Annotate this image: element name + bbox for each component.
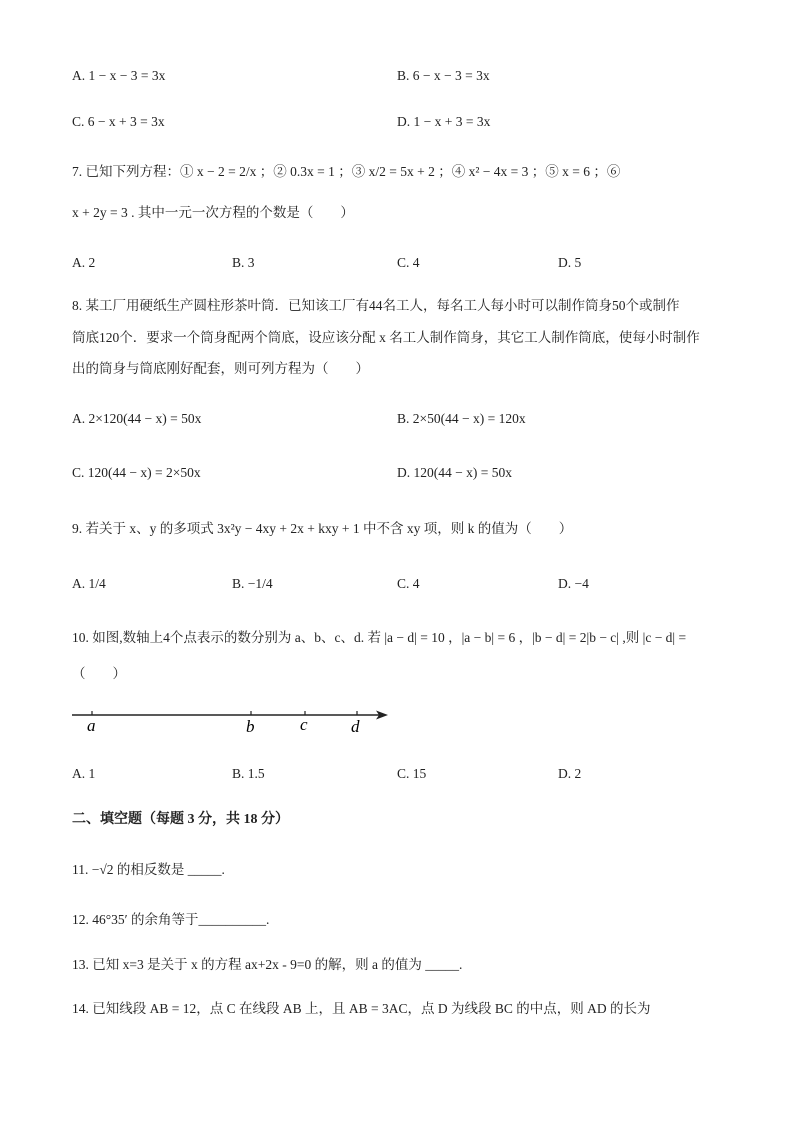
option-label: A. [72, 411, 86, 426]
q7-stem-line2: x + 2y = 3 . 其中一元一次方程的个数是（ ） [72, 205, 354, 220]
option-text: 120(44 − x) = 2×50x [87, 465, 201, 480]
option-label: D. [397, 114, 411, 129]
option-text: 3 [247, 255, 255, 270]
option-text: 4 [412, 255, 420, 270]
option-label: A. [72, 68, 86, 83]
q8-option-a [72, 409, 201, 429]
q10-option-b [232, 764, 265, 784]
option-label: B. [232, 576, 245, 591]
option-label: A. [72, 255, 86, 270]
option-label: D. [397, 465, 411, 480]
q12-stem: 12. 46°35′ 的余角等于__________. [72, 912, 270, 927]
section-heading: 二、填空题（每题 3 分，共 18 分） [72, 812, 289, 827]
option-label: A. [72, 576, 86, 591]
q8-stem-line1: 8. 某工厂用硬纸生产圆柱形茶叶筒．已知该工厂有44名工人，每名工人每小时可以制作筒身50个或制作 [72, 298, 680, 313]
option-label: B. [232, 255, 245, 270]
q10-stem-line1: 10. 如图,数轴上4个点表示的数分别为 a、b、c、d. 若 |a − d| = 10 ，|a − b| = 6 ，|b − d| = 2|b − c| ,则 |c − d| = [72, 630, 687, 645]
q10-stem-line2: （ ） [72, 666, 126, 681]
option-label: B. [232, 766, 245, 781]
option-text: 6 − x + 3 = 3x [87, 114, 165, 129]
point-label-b: b [246, 717, 255, 736]
option-text: 5 [574, 255, 582, 270]
option-label: B. [397, 411, 410, 426]
option-label: D. [558, 576, 572, 591]
q11-stem: 11. −√2 的相反数是 _____. [72, 862, 225, 877]
q6-option-b [397, 66, 490, 86]
q14-stem: 14. 已知线段 AB = 12，点 C 在线段 AB 上，且 AB = 3AC，点 D 为线段 BC 的中点，则 AD 的长为 [72, 1001, 651, 1016]
q7-option-a [72, 253, 95, 273]
q6-option-c [72, 112, 165, 132]
option-label: C. [397, 576, 410, 591]
option-label: D. [558, 255, 572, 270]
option-text: 15 [412, 766, 427, 781]
option-label: C. [72, 465, 85, 480]
q8-stem-line3: 出的筒身与筒底刚好配套，则可列方程为（ ） [72, 361, 369, 376]
option-text: 2×120(44 − x) = 50x [88, 411, 202, 426]
q6-option-d [397, 112, 490, 132]
q8-stem-line2: 筒底120个．要求一个筒身配两个筒底，设应该分配 x 名工人制作筒身，其它工人制作筒底，使每小时制作 [72, 330, 700, 345]
option-text: 2×50(44 − x) = 120x [412, 411, 526, 426]
option-text: 1/4 [88, 576, 106, 591]
number-line-figure [70, 704, 400, 740]
q6-option-a [72, 66, 165, 86]
q10-option-c [397, 764, 426, 784]
q9-option-c [397, 574, 420, 594]
point-label-d: d [351, 717, 360, 736]
q9-stem-line1: 9. 若关于 x、y 的多项式 3x²y − 4xy + 2x + kxy + 1 中不含 xy 项，则 k 的值为（ ） [72, 521, 573, 536]
option-label: D. [558, 766, 572, 781]
option-text: 1 − x + 3 = 3x [413, 114, 491, 129]
option-text: 6 − x − 3 = 3x [412, 68, 490, 83]
q9-option-a [72, 574, 106, 594]
option-text: 2 [88, 255, 96, 270]
q8-option-d [397, 463, 512, 483]
option-text: 4 [412, 576, 420, 591]
q13-stem: 13. 已知 x=3 是关于 x 的方程 ax+2x - 9=0 的解，则 a 的值为 _____. [72, 957, 463, 972]
option-text: 1.5 [247, 766, 265, 781]
option-label: B. [397, 68, 410, 83]
option-text: −4 [574, 576, 589, 591]
option-text: 1 − x − 3 = 3x [88, 68, 166, 83]
option-label: C. [397, 255, 410, 270]
option-text: 2 [574, 766, 582, 781]
option-text: −1/4 [247, 576, 273, 591]
q7-stem-line1: 7. 已知下列方程：① x − 2 = 2/x ；② 0.3x = 1 ；③ x/2 = 5x + 2 ；④ x² − 4x = 3 ；⑤ x = 6 ；⑥ [72, 164, 621, 179]
q7-option-d [558, 253, 581, 273]
q9-option-d [558, 574, 589, 594]
option-label: C. [397, 766, 410, 781]
q8-option-c [72, 463, 201, 483]
q7-option-c [397, 253, 420, 273]
option-text: 1 [88, 766, 96, 781]
q7-option-b [232, 253, 255, 273]
point-label-a: a [87, 716, 96, 735]
point-label-c: c [300, 715, 308, 734]
q9-option-b [232, 574, 273, 594]
option-label: A. [72, 766, 86, 781]
option-label: C. [72, 114, 85, 129]
q10-option-a [72, 764, 95, 784]
option-text: 120(44 − x) = 50x [413, 465, 512, 480]
q8-option-b [397, 409, 526, 429]
q10-option-d [558, 764, 581, 784]
